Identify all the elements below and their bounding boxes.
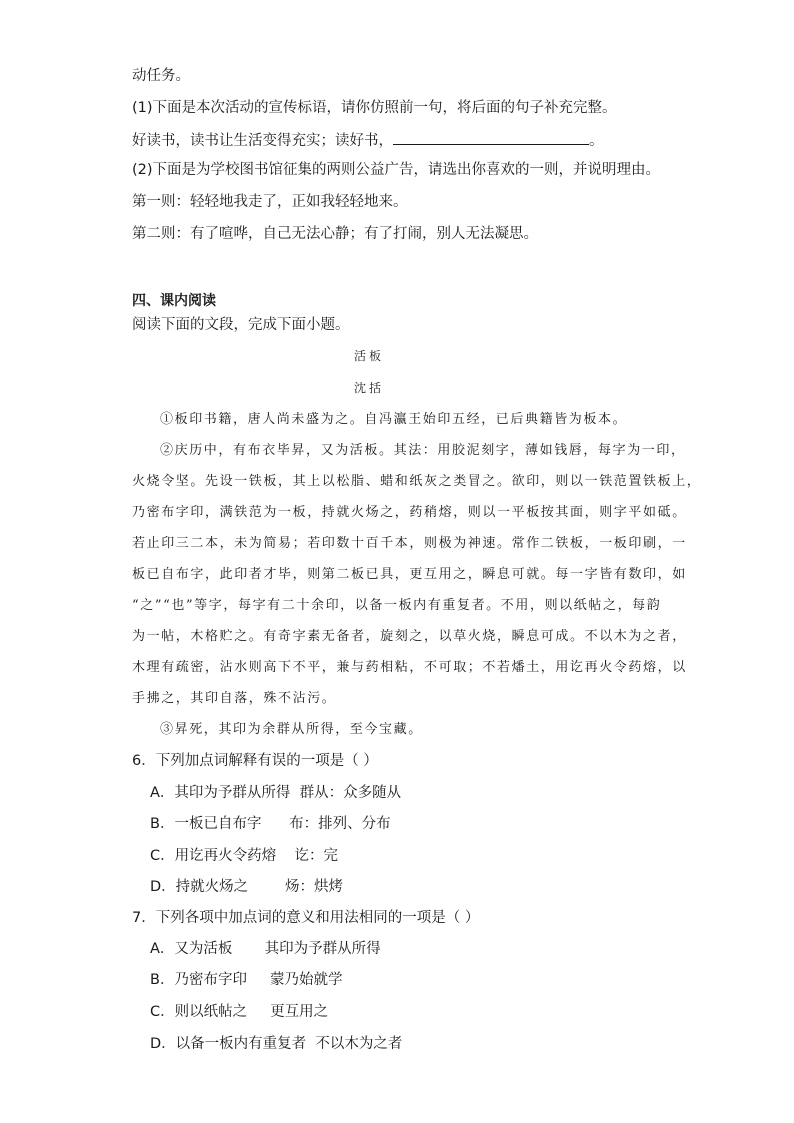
question-7-option-a[interactable]: A．又为活板 其印为予群从所得 xyxy=(150,941,381,957)
passage-line: 乃密布字印，满铁范为一板，持就火炀之，药稍熔，则以一平板按其面，则字平如砥。 xyxy=(132,505,687,520)
passage-line: ①板印书籍，唐人尚未盛为之。自冯瀛王始印五经，已后典籍皆为板本。 xyxy=(160,412,628,427)
question-6-option-c[interactable]: C．用讫再火令药熔 讫：完 xyxy=(150,848,339,864)
subquestion-2: (2)下面是为学校图书馆征集的两则公益广告，请选出你喜欢的一则，并说明理由。 xyxy=(132,162,661,178)
ad-second: 第二则：有了喧哗，自己无法心静；有了打闹，别人无法凝思。 xyxy=(132,226,538,242)
slogan-prefix: 好读书，读书让生活变得充实；读好书， xyxy=(132,133,393,149)
question-7-option-c[interactable]: C．则以纸帖之 更互用之 xyxy=(150,1004,329,1020)
intro-line: 动任务。 xyxy=(132,68,190,84)
passage-author: 沈括 xyxy=(354,381,385,395)
passage-line: 火烧令坚。先设一铁板，其上以松脂、蜡和纸灰之类冒之。欲印，则以一铁范置铁板上， xyxy=(132,474,702,489)
section-heading: 四、课内阅读 xyxy=(132,293,216,309)
subquestion-1: (1)下面是本次活动的宣传标语，请你仿照前一句，将后面的句子补充完整。 xyxy=(132,100,617,116)
passage-title: 活板 xyxy=(354,349,385,363)
passage-line: 为一帖，木格贮之。有奇字素无备者，旋刻之，以草火烧，瞬息可成。不以木为之者， xyxy=(132,629,687,644)
question-6-option-d[interactable]: D．持就火炀之 炀：烘烤 xyxy=(150,879,344,895)
passage-line: 手拂之，其印自落，殊不沾污。 xyxy=(132,691,337,706)
question-7-stem: 7．下列各项中加点词的意义和用法相同的一项是（ ） xyxy=(132,910,480,926)
section-instruction: 阅读下面的文段，完成下面小题。 xyxy=(132,317,350,333)
question-6-stem: 6．下列加点词解释有误的一项是（ ） xyxy=(132,753,378,769)
answer-blank[interactable] xyxy=(393,130,589,145)
slogan-line xyxy=(132,130,604,151)
passage-line: ③昇死，其印为余群从所得，至今宝藏。 xyxy=(160,722,423,737)
passage-line: ②庆历中，有布衣毕昇，又为活板。其法：用胶泥刻字，薄如钱唇，每字为一印， xyxy=(160,443,686,458)
slogan-suffix: 。 xyxy=(589,133,604,149)
passage-line: 木理有疏密，沾水则高下不平，兼与药相粘，不可取；不若燔土，用讫再火令药熔，以 xyxy=(132,660,687,675)
question-6-option-a[interactable]: A．其印为予群从所得 群从：众多随从 xyxy=(150,785,402,801)
passage-line: “之”“也”等字，每字有二十余印，以备一板内有重复者。不用，则以纸帖之，每韵 xyxy=(132,598,662,613)
passage-line: 板已自布字，此印者才毕，则第二板已具，更互用之，瞬息可就。每一字皆有数印，如 xyxy=(132,567,687,582)
ad-first: 第一则：轻轻地我走了，正如我轻轻地来。 xyxy=(132,194,408,210)
question-6-option-b[interactable]: B．一板已自布字 布：排列、分布 xyxy=(150,816,391,832)
passage-line: 若止印三二本，未为简易；若印数十百千本，则极为神速。常作二铁板，一板印刷，一 xyxy=(132,536,687,551)
question-7-option-d[interactable]: D．以备一板内有重复者 不以木为之者 xyxy=(150,1036,403,1052)
question-7-option-b[interactable]: B．乃密布字印 蒙乃始就学 xyxy=(150,972,343,988)
